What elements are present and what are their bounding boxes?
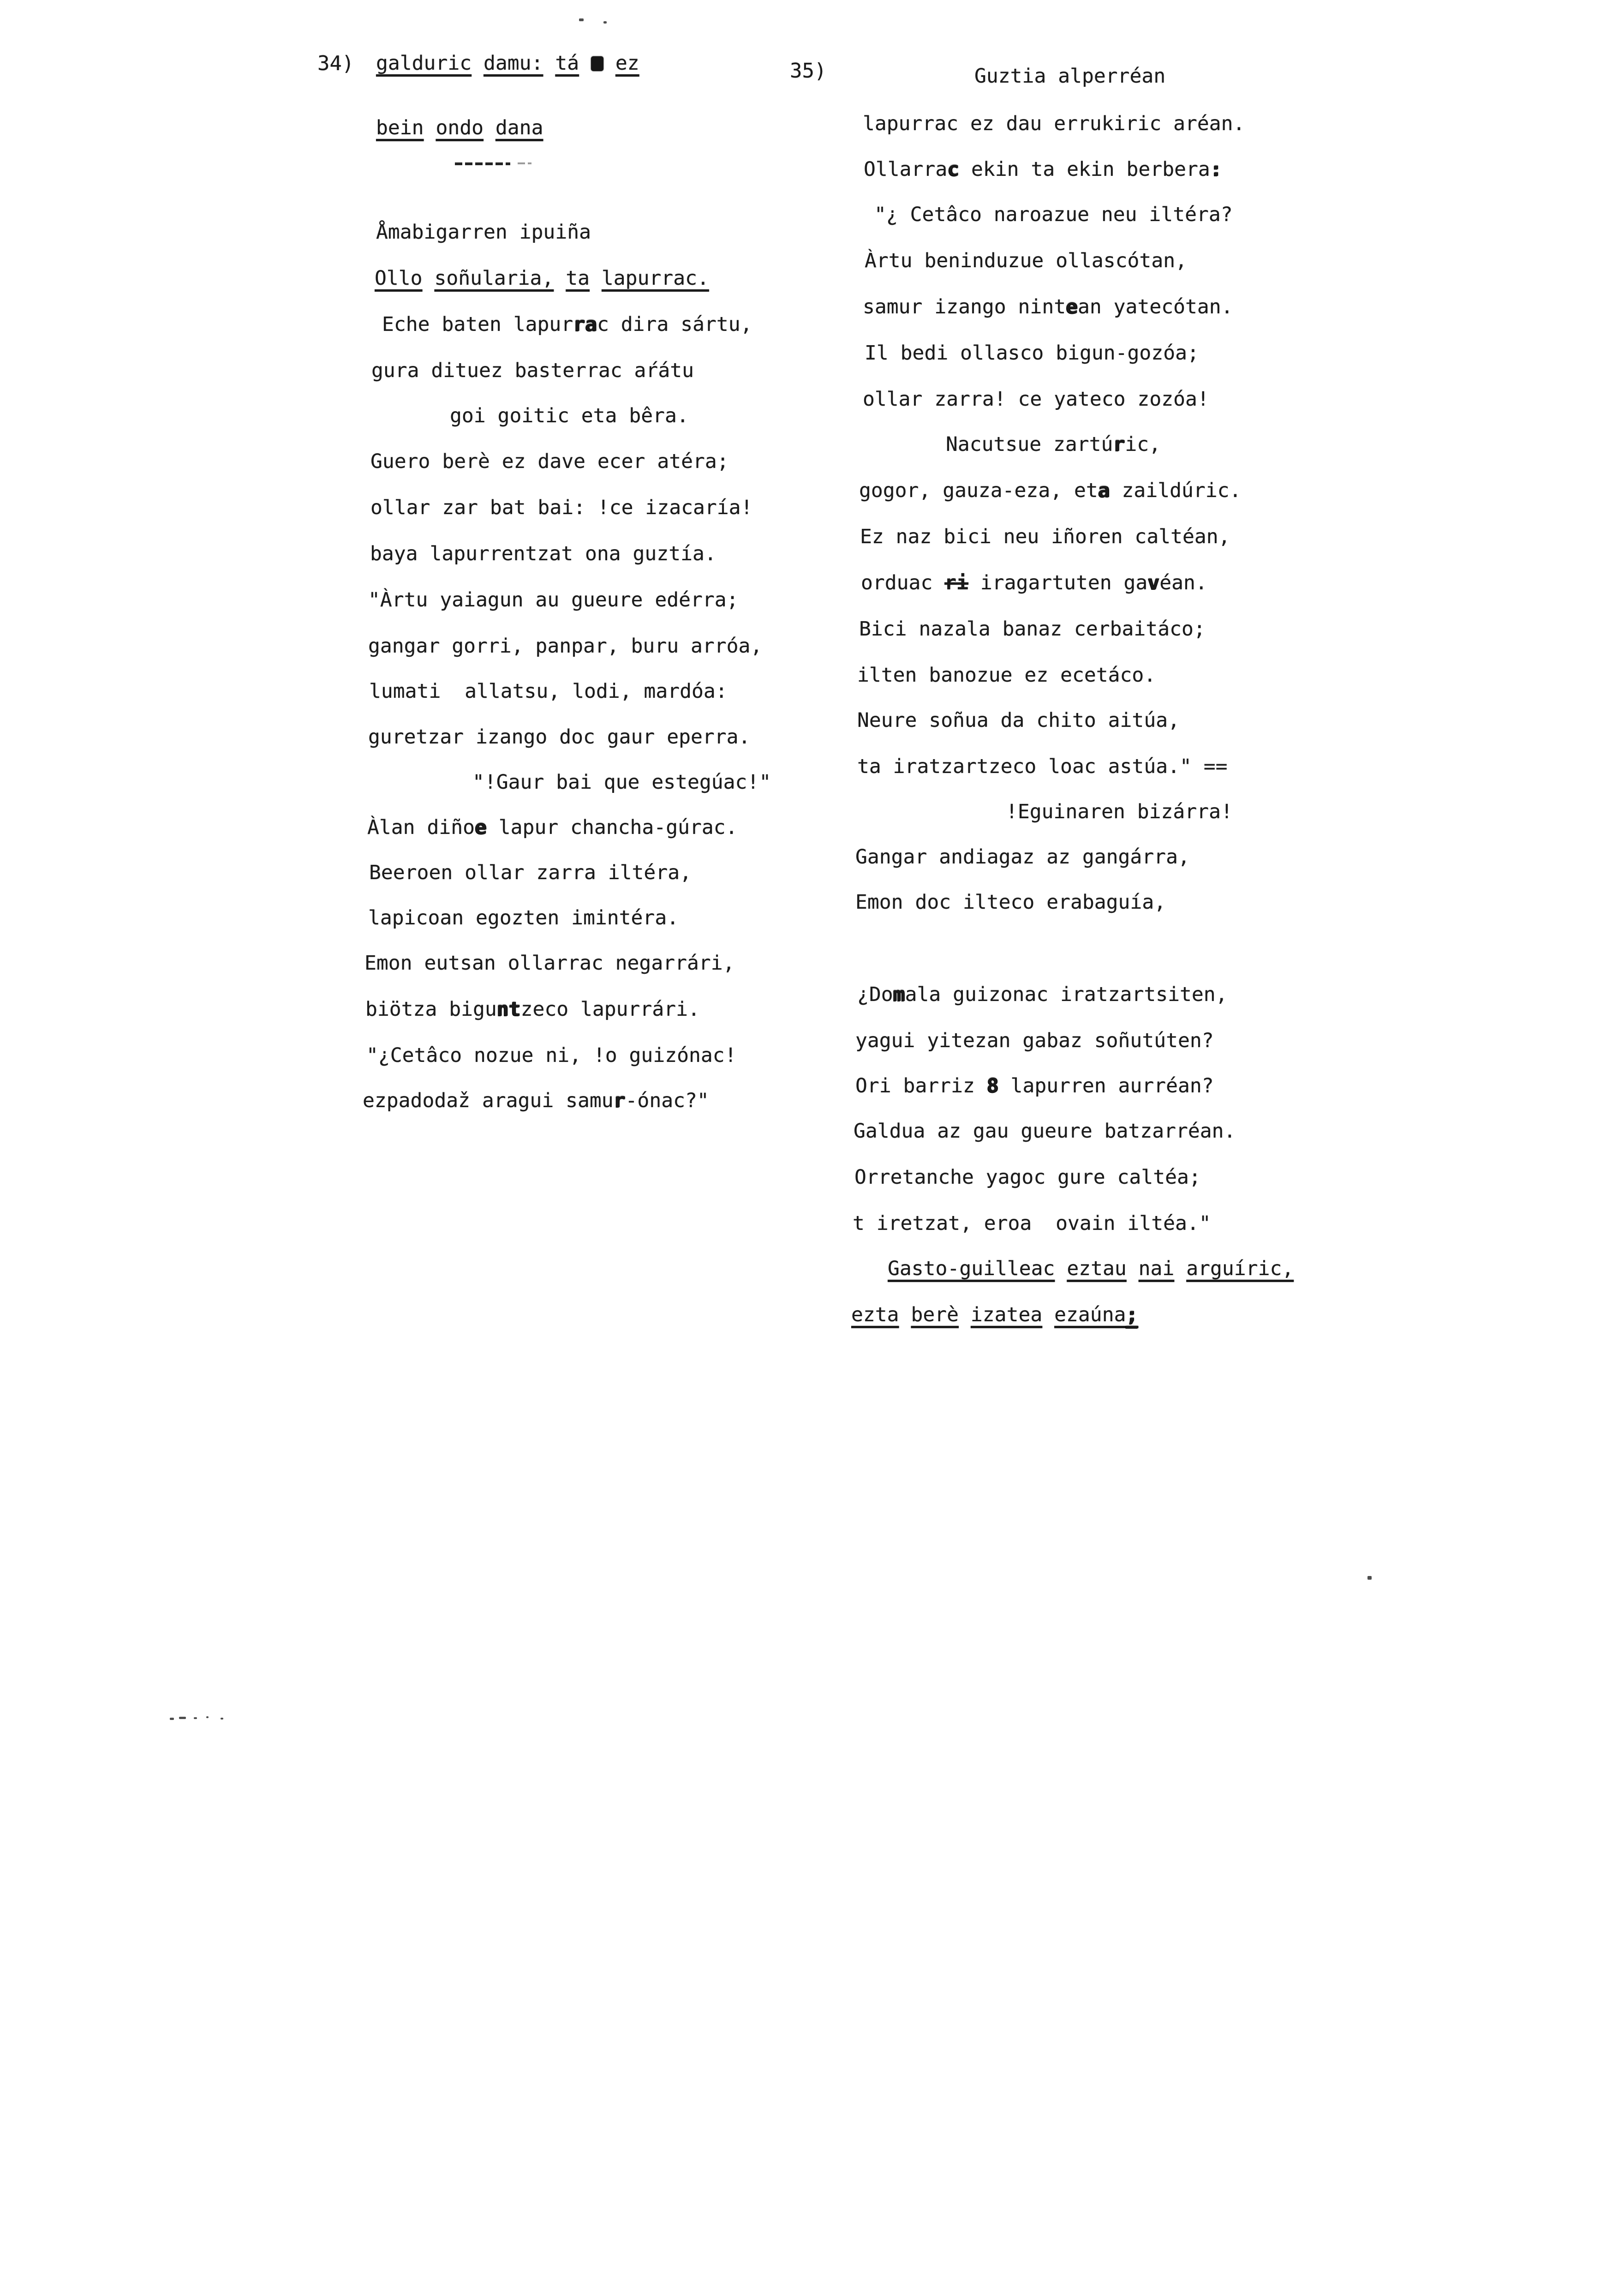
right-column-line-7: Il bedi ollasco bigun-gozóa; (865, 342, 1199, 365)
typed-dash-rule (518, 162, 531, 164)
left-column-line-4: Ollo soñularia, ta lapurrac. (375, 267, 709, 290)
left-column-line-5: Eche baten lapurrac dira sártu, (382, 313, 752, 336)
left-column-line-9: ollar zar bat bai: !ce izacaría! (370, 496, 753, 519)
right-column-line-13: Bici nazala banaz cerbaitáco; (859, 617, 1206, 641)
right-column-line-4: "¿ Cetâco naroazue neu iltéra? (874, 203, 1233, 226)
right-column-line-22: Ori barriz 8 lapurren aurréan? (855, 1074, 1214, 1097)
left-column-line-22: ezpadodaž aragui samur-ónac?" (363, 1089, 709, 1112)
ink-blot (591, 56, 603, 71)
left-column-line-20: biötza biguntzeco lapurrári. (365, 998, 700, 1021)
right-column-line-5: Àrtu beninduzue ollascótan, (865, 249, 1187, 272)
left-column-line-18: lapicoan egozten imintéra. (368, 906, 679, 929)
right-column-line-16: ta iratzartzeco loac astúa." == (857, 755, 1228, 778)
ink-speck (221, 1718, 223, 1720)
left-column-line-16: Àlan diñoe lapur chancha-gúrac. (367, 816, 738, 839)
left-column-line-2: bein ondo dana (376, 116, 543, 139)
right-column-line-17: !Eguinaren bizárra! (1006, 800, 1233, 823)
ink-speck (170, 1718, 174, 1720)
right-column-line-11: Ez naz bici neu iñoren caltéan, (860, 525, 1230, 548)
right-column-line-12: orduac ri iragartuten gavéan. (861, 571, 1207, 594)
left-column-line-14: guretzar izango doc gaur eperra. (368, 725, 751, 749)
right-column-line-14: ilten banozue ez ecetáco. (857, 664, 1156, 687)
left-column-line-19: Emon eutsan ollarrac negarrári, (364, 952, 735, 975)
right-column-line-20: ¿Domala guizonac iratzartsiten, (857, 983, 1228, 1006)
left-column-line-13: lumati allatsu, lodi, mardóa: (369, 680, 728, 703)
right-column-line-19: Emon doc ilteco erabaguía, (855, 891, 1166, 914)
right-column-line-10: gogor, gauza-eza, eta zaildúric. (859, 479, 1242, 502)
right-column-line-18: Gangar andiagaz az gangárra, (855, 845, 1190, 869)
left-column-line-17: Beeroen ollar zarra iltéra, (369, 861, 692, 884)
typed-dash-rule (455, 162, 510, 165)
ink-speck (179, 1717, 186, 1719)
right-column-line-1: Guztia alperréan (974, 65, 1166, 88)
left-column-line-6: gura dituez basterrac aŕátu (371, 359, 694, 382)
left-column-line-21: "¿Cetâco nozue ni, !o guizónac! (366, 1044, 737, 1067)
right-column-line-3: Ollarrac ekin ta ekin berbera: (864, 158, 1222, 181)
right-column-line-26: Gasto-guilleac eztau nai arguíric, (888, 1257, 1294, 1280)
section-number-left: 34) (317, 52, 354, 75)
right-column-line-24: Orretanche yagoc gure caltéa; (854, 1166, 1201, 1189)
left-column-line-7: goi goitic eta bêra. (450, 404, 689, 427)
right-column-line-6: samur izango nintean yatecótan. (863, 295, 1233, 318)
ink-speck (194, 1717, 197, 1719)
right-column-line-23: Galdua az gau gueure batzarréan. (854, 1120, 1236, 1143)
right-column-line-8: ollar zarra! ce yateco zozóa! (863, 388, 1209, 411)
left-column-line-8: Guero berè ez dave ecer atéra; (370, 450, 729, 473)
ink-speck (206, 1716, 209, 1718)
section-number-right: 35) (790, 59, 827, 83)
ink-speck (579, 18, 584, 21)
right-column-line-27: ezta berè izatea ezaúna; (851, 1303, 1138, 1326)
right-column-line-9: Nacutsue zartúric, (946, 433, 1161, 456)
left-column-line-10: baya lapurrentzat ona guztía. (370, 542, 716, 565)
left-column-line-12: gangar gorri, panpar, buru arróa, (368, 635, 763, 658)
right-column-line-15: Neure soñua da chito aitúa, (857, 709, 1180, 732)
left-column-line-15: "!Gaur bai que estegúac!" (472, 771, 771, 794)
right-column-line-25: t iretzat, eroa ovain iltéa." (853, 1212, 1211, 1235)
left-column-line-3: Åmabigarren ipuiña (376, 221, 591, 244)
ink-speck (603, 21, 607, 24)
right-column-line-21: yagui yitezan gabaz soñutúten? (855, 1029, 1214, 1052)
ink-speck (1367, 1576, 1372, 1580)
left-column-line-1: galduric damu: tá ez (376, 52, 639, 75)
right-column-line-2: lapurrac ez dau errukiric aréan. (863, 112, 1245, 135)
left-column-line-11: "Àrtu yaiagun au gueure edérra; (368, 588, 739, 611)
